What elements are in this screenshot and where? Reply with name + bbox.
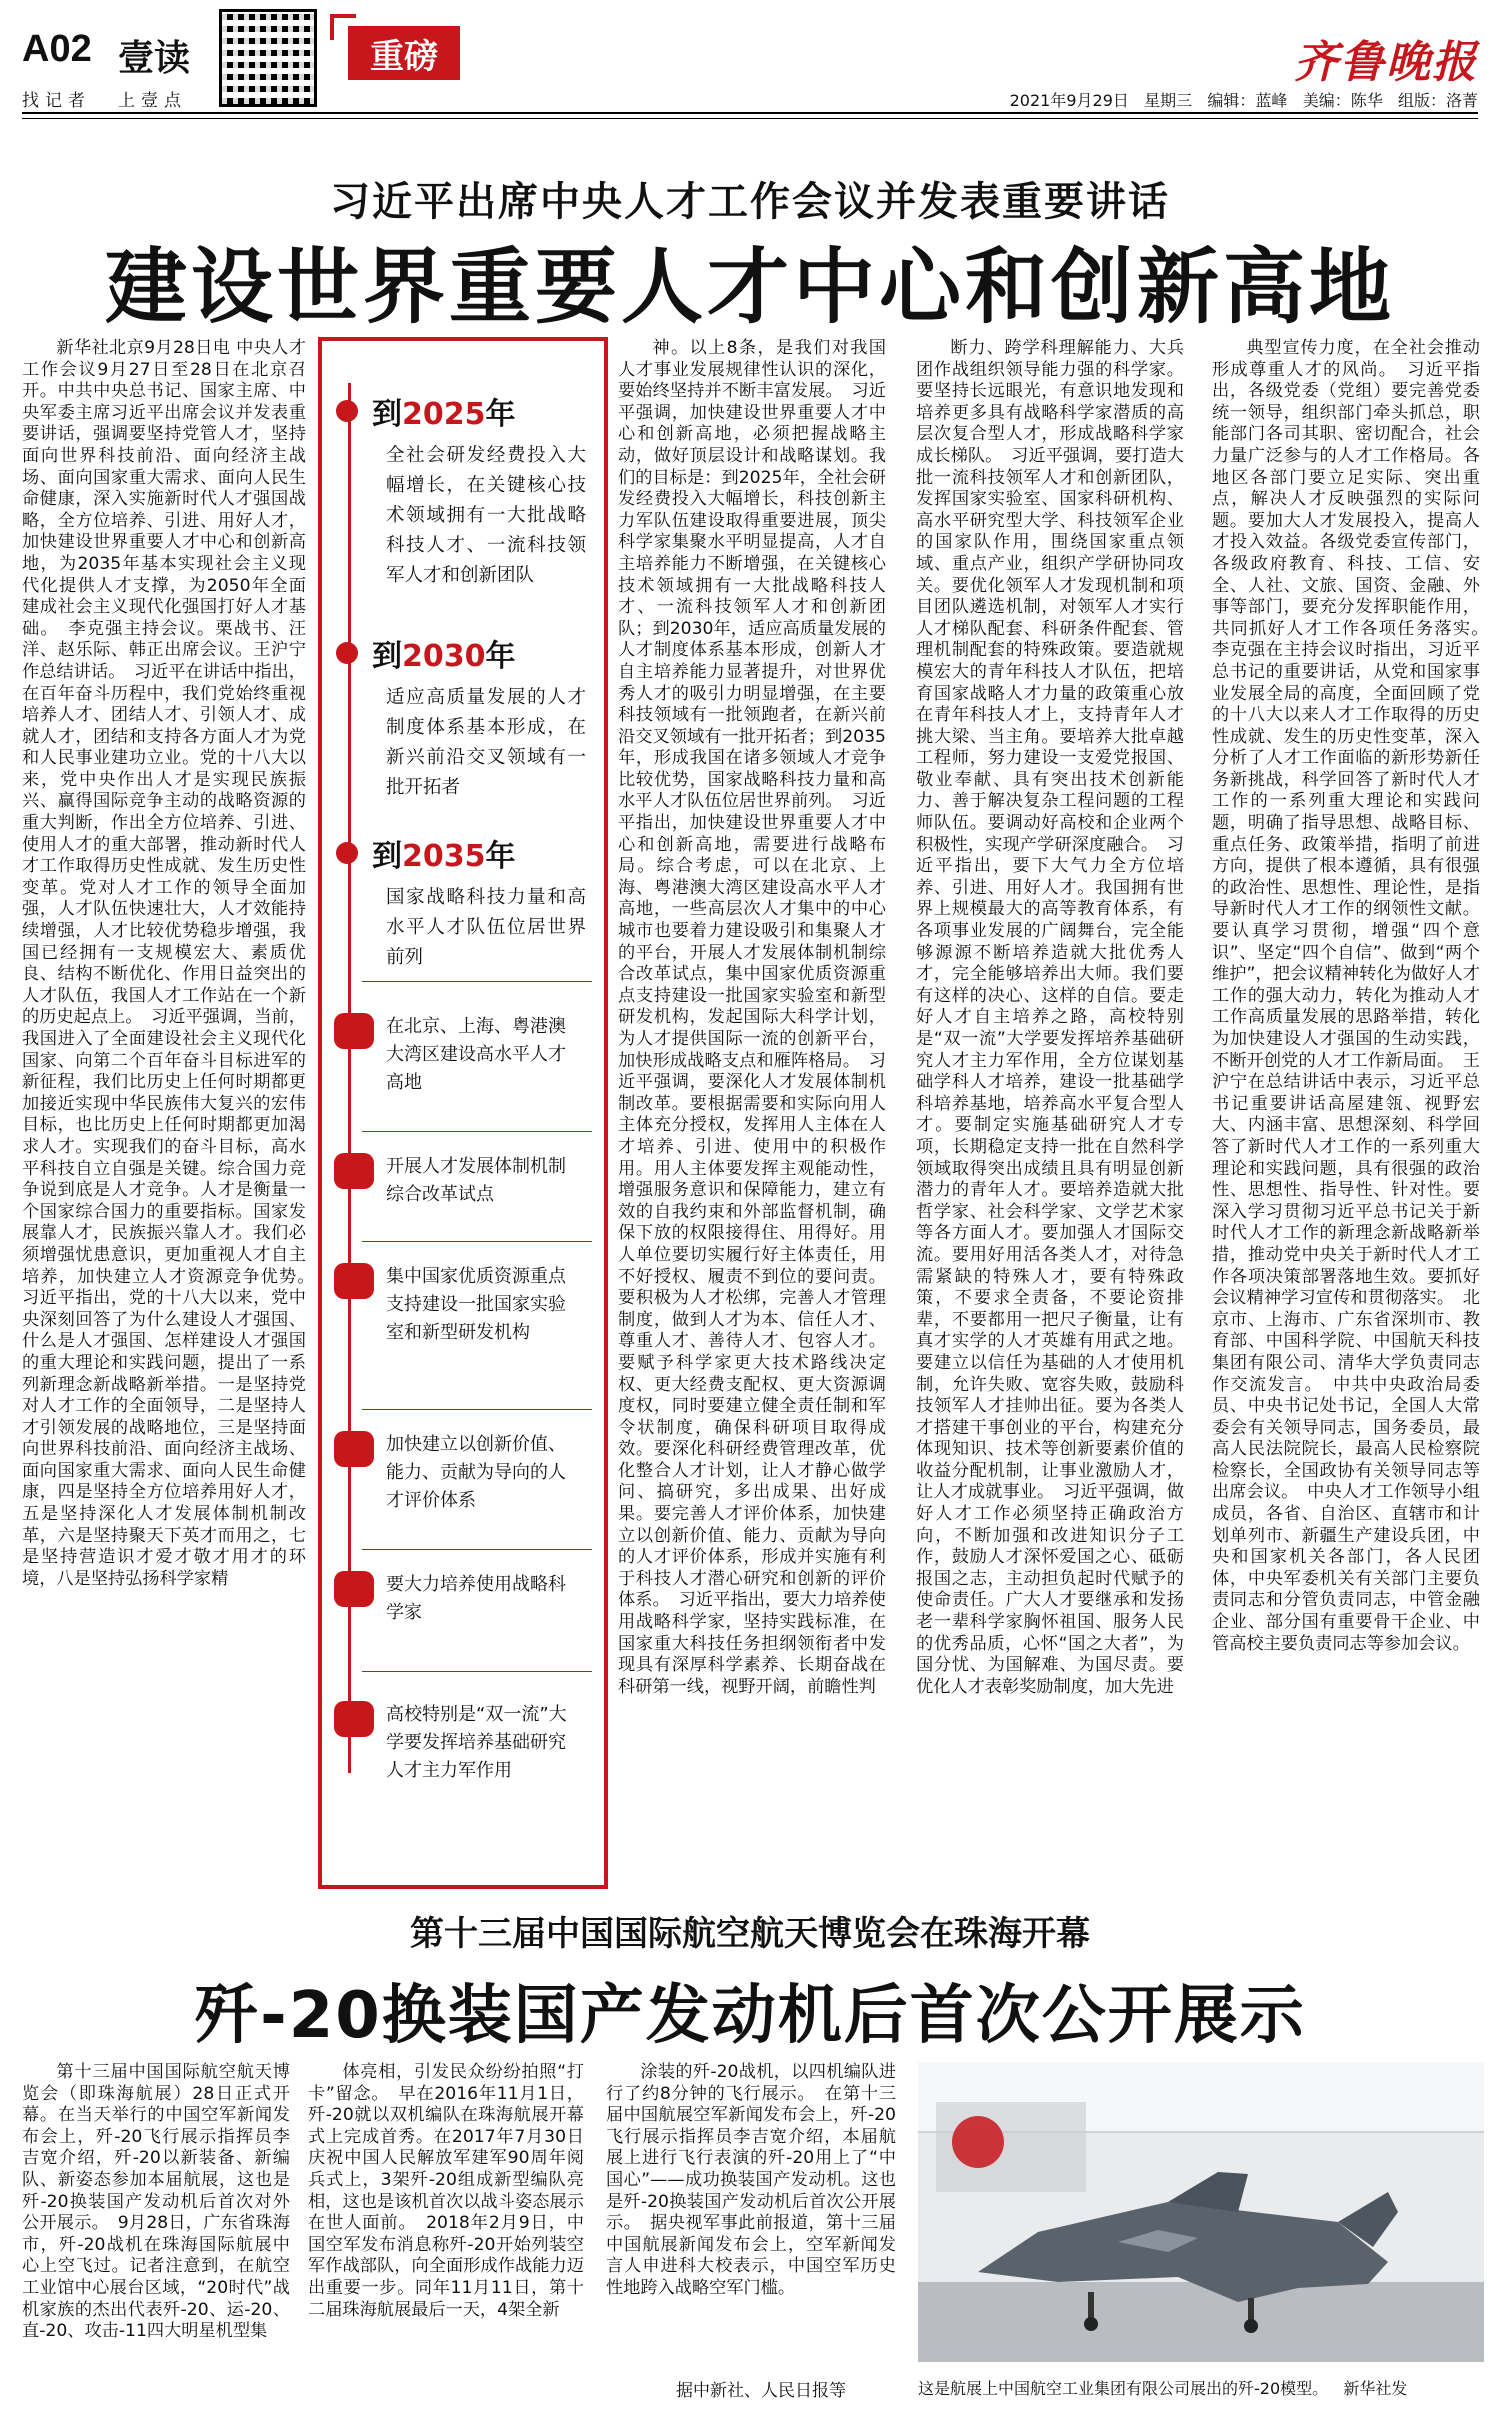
- story2-column-2: 体亮相，引发民众纷纷拍照“打卡”留念。 早在2016年11月1日，歼-20就以双机编队在珠海航展开幕式上完成首秀。在2017年7月30日庆祝中国人民解放军建军90周年阅兵式上，3架歼-20组成新型编队亮相，这也是该机首次以战斗姿态展示在世人面前。 2018年2月9日，中国空军发布消息称歼-20开始列装空军作战部队，向全面形成作战能力迈出重要一步。同年11月11日，第十二届珠海航展最后一天，4架全新: [308, 2062, 584, 2320]
- qr-code-icon[interactable]: [222, 12, 314, 104]
- timeline-box: [318, 337, 608, 1889]
- editor-credit: 编辑：蓝峰: [1207, 91, 1288, 110]
- photo-caption: [918, 2376, 1484, 2399]
- timeline-marker-icon: [334, 1263, 374, 1299]
- issue-weekday: 星期三: [1144, 91, 1193, 110]
- timeline-point-4: 加快建立以创新价值、能力、贡献为导向的人才评价体系: [386, 1434, 566, 1511]
- story1-column-1: 新华社北京9月28日电 中央人才工作会议9月27日至28日在北京召开。中共中央总书记、国家主席、中央军委主席习近平出席会议并发表重要讲话，强调要坚持党管人才，坚持面向世界科技前沿、面向经济主战场、面向国家重大需求、面向人民生命健康，深入实施新时代人才强国战略，全方位培养、引进、用好人才，加快建设世界重要人才中心和创新高地，为2035年基本实现社会主义现代化提供人才支撑，为2050年全面建成社会主义现代化强国打好人才基础。 李克强主持会议。栗战书、汪洋、赵乐际、韩正出席会议。王沪宁作总结讲话。 习近平在讲话中指出，在百年奋斗历程中，我们党始终重视培养人才、团结人才、引领人才、成就人才，团结和支持各方面人才为党和人民事业建功立业。党的十八大以来，党中央作出人才是实现民族振兴、赢得国际竞争主动的战略资源的重大判断，作出全方位培养、引进、使用人才的重大部署，推动新时代人才工作取得历史性成就、发生历史性变革。党对人才工作的领导全面加强，人才队伍快速壮大，人才效能持续增强，人才比较优势稳步增强，我国已经拥有一支规模宏大、素质优良、结构不断优化、作用日益突出的人才队伍，我国人才工作站在一个新的历史起点上。 习近平强调，当前，我国进入了全面建设社会主义现代化国家、向第二个百年奋斗目标进军的新征程，我们比历史上任何时期都更加接近实现中华民族伟大复兴的宏伟目标，也比历史上任何时期都更加渴求人才。实现我们的奋斗目标，高水平科技自立自强是关键。综合国力竞争说到底是人才竞争。人才是衡量一个国家综合国力的重要指标。国家发展靠人才，民族振兴靠人才。我们必须增强忧患意识，更加重视人才自主培养，加快建立人才资源竞争优势。 习近平指出，党的十八大以来，党中央深刻回答了为什么建设人才强国、什么是人才强国、怎样建设人才强国的重大理论和实践问题，提出了一系列新理念新战略新举措。一是坚持党对人才工作的全面领导，二是坚持人才引领发展的战略地位，三是坚持面向世界科技前沿、面向经济主战场、面向国家重大需求、面向人民生命健康，四是坚持全方位培养用好人才，五是坚持深化人才发展体制机制改革，六是坚持聚天下英才而用之，七是坚持营造识才爱才敬才用才的环境，八是坚持弘扬科学家精: [22, 338, 324, 1589]
- issue-meta: [1010, 88, 1478, 111]
- timeline-line: [348, 383, 351, 1773]
- newspaper-logo: 齐鲁晚报: [1294, 37, 1478, 88]
- timeline-marker-icon: [334, 1153, 374, 1189]
- j20-model-image: [918, 2062, 1484, 2362]
- timeline-dot-icon: [336, 842, 358, 864]
- photo-caption-text: 这是航展上中国航空工业集团有限公司展出的歼-20模型。: [918, 2379, 1329, 2398]
- art-credit: 美编：陈华: [1302, 91, 1383, 110]
- masthead-rule-thin: [22, 118, 1478, 119]
- timeline-year-2: 到2030年: [336, 631, 516, 675]
- j20-photo: [918, 2062, 1484, 2362]
- timeline-divider: [362, 1131, 592, 1132]
- masthead-slogan-right: 上壹点: [118, 91, 187, 111]
- timeline-point-3: 集中国家优质资源重点支持建设一批国家实验室和新型研发机构: [386, 1266, 566, 1343]
- story2-headline: 歼-20换装国产发动机后首次公开展示: [194, 1979, 1306, 2053]
- photo-credit: 新华社发: [1343, 2379, 1408, 2398]
- timeline-marker-icon: [334, 1571, 374, 1607]
- story2-kicker: 第十三届中国国际航空航天博览会在珠海开幕: [410, 1914, 1090, 1954]
- story1-column-4: 断力、跨学科理解能力、大兵团作战组织领导能力强的科学家。要坚持长远眼光，有意识地发现和培养更多具有战略科学家潜质的高层次复合型人才，形成战略科学家成长梯队。 习近平强调，要打造大批一流科技领军人才和创新团队，发挥国家实验室、国家科研机构、高水平研究型大学、科技领军企业的国家队作用，围绕国家重点领域、重点产业，组织产学研协同攻关。要优化领军人才发现机制和项目团队遴选机制，对领军人才实行人才梯队配套、科研条件配套、管理机制配套的特殊政策。要造就规模宏大的青年科技人才队伍，把培育国家战略人才力量的政策重心放在青年科技人才上，支持青年人才挑大梁、当主角。要培养大批卓越工程师，努力建设一支爱党报国、敬业奉献、具有突出技术创新能力、善于解决复杂工程问题的工程师队伍。要调动好高校和企业两个积极性，实现产学研深度融合。 习近平指出，要下大气力全方位培养、引进、用好人才。我国拥有世界上规模最大的高等教育体系，有各项事业发展的广阔舞台，完全能够源源不断培养造就大批优秀人才，完全能够培养出大师。我们要有这样的决心、这样的自信。要走好人才自主培养之路，高校特别是“双一流”大学要发挥培养基础研究人才主力军作用，全方位谋划基础学科人才培养，建设一批基础学科培养基地，培养高水平复合型人才。要制定实施基础研究人才专项，长期稳定支持一批在自然科学领域取得突出成绩且具有明显创新潜力的青年人才。要培养造就大批哲学家、社会科学家、文学艺术家等各方面人才。要加强人才国际交流。要用好用活各类人才，对待急需紧缺的特殊人才，要有特殊政策，不要求全责备，不要论资排辈，不要都用一把尺子衡量，让有真才实学的人才英雄有用武之地。要建立以信任为基础的人才使用机制，允许失败、宽容失败，鼓励科技领军人才挂帅出征。要为各类人才搭建干事创业的平台，构建充分体现知识、技术等创新要素价值的收益分配机制，让事业激励人才，让人才成就事业。 习近平强调，做好人才工作必须坚持正确政治方向，不断加强和改进知识分子工作，鼓励人才深怀爱国之心、砥砺报国之志，主动担负起时代赋予的使命责任。广大人才要继承和发扬老一辈科学家胸怀祖国、服务人民的优秀品质，心怀“国之大者”，为国分忧、为国解难、为国尽责。要优化人才表彰奖励制度，加大先进: [916, 338, 1184, 1697]
- timeline-divider: [362, 1409, 592, 1410]
- timeline-marker-icon: [334, 1013, 374, 1049]
- timeline-year-1: 到2025年: [336, 389, 516, 433]
- timeline-marker-icon: [334, 1431, 374, 1467]
- timeline-point-1: 在北京、上海、粤港澳大湾区建设高水平人才高地: [386, 1016, 566, 1093]
- timeline-point-2: 开展人才发展体制机制综合改革试点: [386, 1156, 566, 1205]
- story1-column-5: 典型宣传力度，在全社会推动形成尊重人才的风尚。 习近平指出，各级党委（党组）要完善党委统一领导，组织部门牵头抓总，职能部门各司其职、密切配合，社会力量广泛参与的人才工作格局。各地区各部门要立足实际、突出重点，解决人才反映强烈的实际问题。要加大人才发展投入，提高人才投入效益。各级党委宣传部门，各级政府教育、科技、工信、安全、人社、文旅、国资、金融、外事等部门，要充分发挥职能作用，共同抓好人才工作各项任务落实。 李克强在主持会议时指出，习近平总书记的重要讲话，从党和国家事业发展全局的高度，全面回顾了党的十八大以来人才工作取得的历史性成就、发生的历史性变革，深入分析了人才工作面临的新形势新任务新挑战，科学回答了新时代人才工作的一系列重大理论和实践问题，明确了指导思想、战略目标、重点任务、政策举措，指明了前进方向，提供了根本遵循，具有很强的政治性、思想性、理论性，是指导新时代人才工作的纲领性文献。要认真学习贯彻，增强“四个意识”、坚定“四个自信”、做到“两个维护”，把会议精神转化为做好人才工作的强大动力，转化为推动人才工作高质量发展的思路举措，转化为加快建设人才强国的生动实践，不断开创党的人才工作新局面。 王沪宁在总结讲话中表示，习近平总书记重要讲话高屋建瓴、视野宏大、内涵丰富、思想深刻、科学回答了新时代人才工作的一系列重大理论和实践问题，具有很强的政治性、思想性、指导性、针对性。要深入学习贯彻习近平总书记关于新时代人才工作的新理念新战略新举措，推动党中央关于新时代人才工作各项决策部署落地生效。要抓好会议精神学习宣传和贯彻落实。 北京市、上海市、广东省深圳市、教育部、中国科学院、中国航天科技集团有限公司、清华大学负责同志作交流发言。 中共中央政治局委员、中央书记处书记，全国人大常委会有关领导同志，国务委员，最高人民法院院长，最高人民检察院检察长，全国政协有关领导同志等出席会议。 中央人才工作领导小组成员，各省、自治区、直辖市和计划单列市、新疆生产建设兵团，中央和国家机关各部门，各人民团体，中央军委机关有关部门主要负责同志和分管负责同志，中管金融企业、部分国有重要骨干企业、中管高校主要负责同志等参加会议。: [1212, 338, 1498, 1654]
- timeline-year-1-desc: 全社会研发经费投入大幅增长，在关键核心技术领域拥有一大批战略科技人才、一流科技领军人才和创新团队: [386, 445, 586, 586]
- timeline-year-3-desc: 国家战略科技力量和高水平人才队伍位居世界前列: [386, 887, 586, 968]
- timeline-year-2-desc: 适应高质量发展的人才制度体系基本形成，在新兴前沿交叉领域有一批开拓者: [386, 687, 586, 798]
- timeline-year-3: 到2035年: [336, 831, 516, 875]
- timeline-dot-icon: [336, 400, 358, 422]
- masthead-slogan-left: 找记者: [22, 91, 91, 111]
- timeline-divider: [362, 981, 592, 982]
- story2-byline: 据中新社、人民日报等: [676, 2381, 846, 2401]
- story1-column-3: 神。以上8条，是我们对我国人才事业发展规律性认识的深化，要始终坚持并不断丰富发展。 习近平强调，加快建设世界重要人才中心和创新高地，必须把握战略主动，做好顶层设计和战略谋划。我们的目标是：到2025年，全社会研发经费投入大幅增长，科技创新主力军队伍建设取得重要进展，顶尖科学家集聚水平明显提高，人才自主培养能力不断增强，在关键核心技术领域拥有一大批战略科技人才、一流科技领军人才和创新团队；到2030年，适应高质量发展的人才制度体系基本形成，创新人才自主培养能力显著提升，对世界优秀人才的吸引力明显增强，在主要科技领域有一批领跑者，在新兴前沿交叉领域有一批开拓者；到2035年，形成我国在诸多领域人才竞争比较优势，国家战略科技力量和高水平人才队伍位居世界前列。 习近平指出，加快建设世界重要人才中心和创新高地，需要进行战略布局。综合考虑，可以在北京、上海、粤港澳大湾区建设高水平人才高地，一些高层次人才集中的中心城市也要着力建设吸引和集聚人才的平台，开展人才发展体制机制综合改革试点，集中国家优质资源重点支持建设一批国家实验室和新型研发机构，发起国际大科学计划，为人才提供国际一流的创新平台，加快形成战略支点和雁阵格局。 习近平强调，要深化人才发展体制机制改革。要根据需要和实际向用人主体充分授权，发挥用人主体在人才培养、引进、使用中的积极作用。用人主体要发挥主观能动性，增强服务意识和保障能力，建立有效的自我约束和外部监督机制，确保下放的权限接得住、用得好。用人单位要切实履行好主体责任，用不好授权、履责不到位的要问责。要积极为人才松绑，完善人才管理制度，做到人才为本、信任人才、尊重人才、善待人才、包容人才。要赋予科学家更大技术路线决定权、更大经费支配权、更大资源调度权，同时要建立健全责任制和军令状制度，确保科研项目取得成效。要深化科研经费管理改革，优化整合人才计划，让人才静心做学问、搞研究，多出成果、出好成果。要完善人才评价体系，加快建立以创新价值、能力、贡献为导向的人才评价体系，形成并实施有利于科技人才潜心研究和创新的评价体系。 习近平指出，要大力培养使用战略科学家，坚持实践标准，在国家重大科技任务担纲领衔者中发现具有深厚科学素养、长期奋战在科研第一线，视野开阔，前瞻性判: [618, 338, 886, 1697]
- section-tag: 重磅: [348, 26, 460, 80]
- timeline-divider: [362, 1241, 592, 1242]
- story2-column-1: 第十三届中国国际航空航天博览会（即珠海航展）28日正式开幕。在当天举行的中国空军新闻发布会上，歼-20飞行展示指挥员李吉宽介绍，歼-20以新装备、新编队、新姿态参加本届航展，这也是歼-20换装国产发动机后首次对外公开展示。 9月28日，广东省珠海市，歼-20战机在珠海国际航展中心上空飞过。记者注意到，在航空工业馆中心展台区域，“20时代”战机家族的杰出代表歼-20、运-20、直-20、攻击-11四大明星机型集: [22, 2062, 290, 2342]
- timeline-divider: [362, 1671, 592, 1672]
- section-name: 壹读: [118, 37, 191, 79]
- masthead-rule: [22, 112, 1478, 114]
- timeline-point-5: 要大力培养使用战略科学家: [386, 1574, 566, 1623]
- timeline-divider: [362, 1549, 592, 1550]
- story1-kicker: 习近平出席中央人才工作会议并发表重要讲话: [330, 179, 1170, 225]
- story1-headline: 建设世界重要人才中心和创新高地: [104, 240, 1395, 335]
- issue-date: 2021年9月29日: [1009, 91, 1129, 110]
- timeline-point-6: 高校特别是“双一流”大学要发挥培养基础研究人才主力军作用: [386, 1704, 567, 1781]
- timeline-dot-icon: [336, 642, 358, 664]
- story2-column-3: 涂装的歼-20战机，以四机编队进行了约8分钟的飞行展示。 在第十三届中国航展空军新闻发布会上，歼-20飞行展示指挥员李吉宽介绍，本届航展上进行飞行表演的歼-20用上了“中国心”——成功换装国产发动机。这也是歼-20换装国产发动机后首次公开展示。 据央视军事此前报道，第十三届中国航展新闻发布会上，空军新闻发言人申进科大校表示，中国空军历史性地跨入战略空军门槛。: [606, 2062, 896, 2298]
- timeline-marker-icon: [334, 1701, 374, 1737]
- page-number: A02: [22, 28, 92, 70]
- layout-credit: 组版：洛菁: [1397, 91, 1478, 110]
